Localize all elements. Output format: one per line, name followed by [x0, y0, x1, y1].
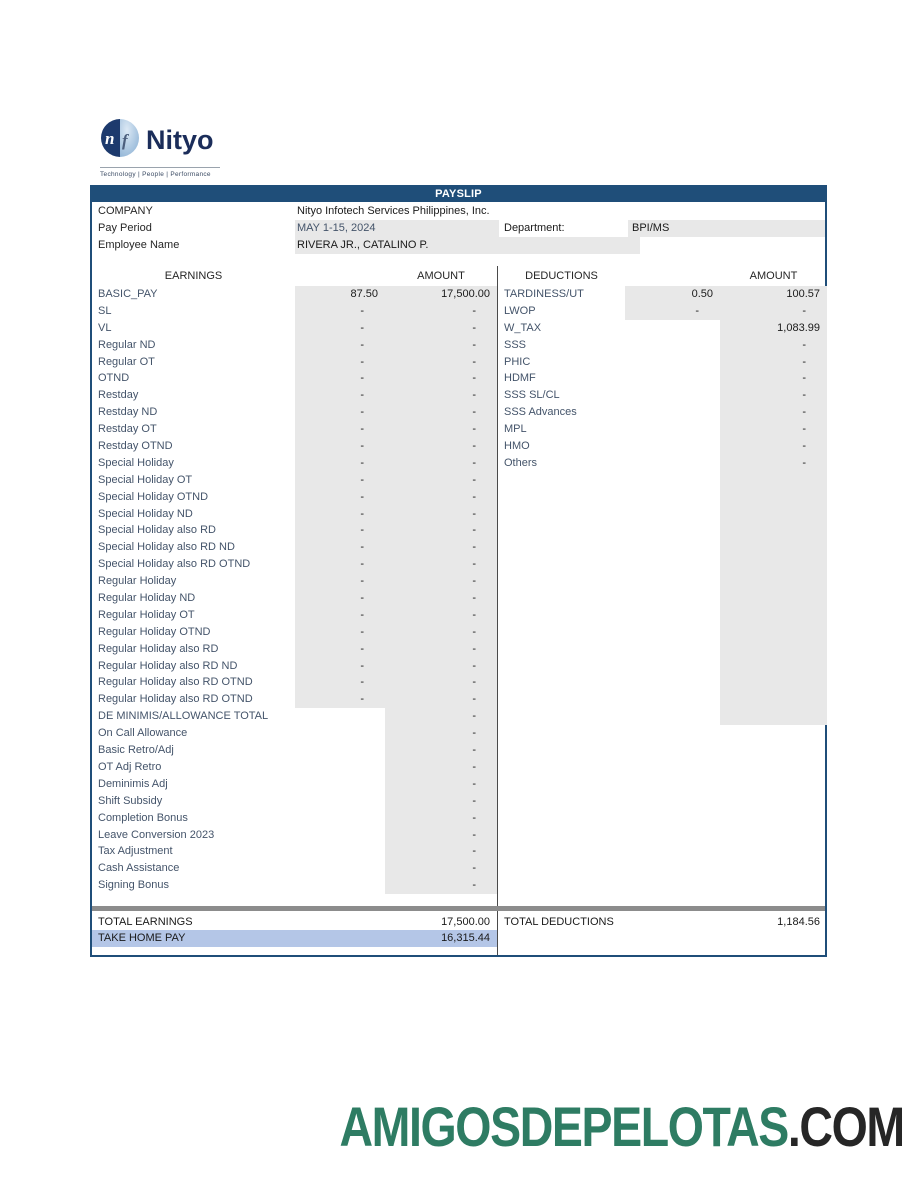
row-amount: -	[720, 337, 827, 354]
row-label: DE MINIMIS/ALLOWANCE TOTAL	[98, 710, 269, 723]
row-amount	[720, 489, 827, 506]
row-label	[498, 590, 625, 607]
row-label	[498, 658, 625, 675]
row-hours	[625, 590, 720, 607]
row-amount: -	[385, 387, 497, 404]
row-amount	[720, 506, 827, 523]
row-label: Basic Retro/Adj	[98, 744, 174, 757]
table-row	[92, 573, 497, 590]
table-row	[498, 658, 827, 675]
row-hours	[625, 691, 720, 708]
table-row	[92, 590, 497, 607]
table-row	[498, 472, 827, 489]
row-hours: -	[295, 370, 385, 387]
row-label	[498, 641, 625, 658]
company-row	[92, 203, 825, 220]
row-amount: -	[385, 590, 497, 607]
row-label: MPL	[504, 423, 527, 436]
row-amount: -	[385, 556, 497, 573]
row-hours	[625, 624, 720, 641]
row-amount: -	[385, 877, 497, 894]
total-deductions-value: 1,184.56	[777, 916, 820, 928]
table-row	[92, 489, 497, 506]
row-label: Restday OTND	[98, 440, 173, 453]
row-hours	[625, 421, 720, 438]
row-hours: -	[295, 624, 385, 641]
table-row	[92, 556, 497, 573]
row-hours: -	[295, 354, 385, 371]
row-label: Regular Holiday	[98, 575, 177, 588]
row-label: Regular Holiday also RD OTND	[98, 693, 253, 706]
row-label: Regular Holiday also RD ND	[98, 659, 238, 672]
row-label: Leave Conversion 2023	[98, 828, 215, 841]
row-label: Special Holiday also RD OTND	[98, 558, 251, 571]
take-home-label: TAKE HOME PAY	[98, 932, 186, 944]
table-row	[92, 303, 497, 320]
row-label: SL	[98, 304, 112, 317]
row-amount: -	[720, 421, 827, 438]
row-hours: -	[295, 556, 385, 573]
total-earnings-value: 17,500.00	[441, 916, 490, 928]
row-amount	[720, 708, 827, 725]
row-amount: -	[385, 641, 497, 658]
row-amount: -	[385, 674, 497, 691]
department-label: Department:	[504, 222, 565, 234]
table-row	[92, 624, 497, 641]
table-row	[498, 337, 827, 354]
row-hours: -	[295, 590, 385, 607]
row-hours	[295, 708, 385, 725]
table-row	[92, 354, 497, 371]
row-label: OT Adj Retro	[98, 760, 162, 773]
table-row	[92, 860, 497, 877]
table-row	[92, 421, 497, 438]
row-label: Special Holiday OTND	[98, 490, 209, 503]
row-hours	[625, 556, 720, 573]
table-row	[92, 387, 497, 404]
table-row	[498, 303, 827, 320]
row-hours	[295, 827, 385, 844]
row-amount: -	[385, 827, 497, 844]
earnings-table	[92, 286, 497, 894]
row-label: On Call Allowance	[98, 727, 188, 740]
row-hours	[625, 489, 720, 506]
row-amount: -	[385, 725, 497, 742]
employee-label: Employee Name	[98, 239, 180, 251]
row-label: PHIC	[504, 355, 531, 368]
row-hours	[625, 708, 720, 725]
row-amount	[720, 590, 827, 607]
table-row	[498, 438, 827, 455]
row-hours	[295, 793, 385, 810]
table-row	[92, 658, 497, 675]
row-hours: -	[295, 421, 385, 438]
row-label	[498, 708, 625, 725]
row-amount: -	[385, 843, 497, 860]
row-label: VL	[98, 321, 112, 334]
row-label: Special Holiday	[98, 456, 174, 469]
row-hours	[625, 674, 720, 691]
totals-row	[92, 914, 825, 930]
row-hours: -	[295, 387, 385, 404]
table-row	[92, 843, 497, 860]
row-amount: -	[385, 708, 497, 725]
row-hours	[295, 759, 385, 776]
table-row	[92, 472, 497, 489]
row-label: Restday OT	[98, 423, 157, 436]
table-row	[92, 877, 497, 894]
row-label: SSS Advances	[504, 406, 577, 419]
row-label: Shift Subsidy	[98, 794, 163, 807]
row-label: Special Holiday ND	[98, 507, 193, 520]
row-hours: -	[295, 438, 385, 455]
table-row	[92, 286, 497, 303]
row-label	[498, 489, 625, 506]
row-label: Deminimis Adj	[98, 777, 168, 790]
row-amount: -	[720, 354, 827, 371]
row-amount: -	[385, 506, 497, 523]
row-amount: -	[385, 522, 497, 539]
svg-text:f: f	[122, 131, 128, 150]
payslip-title: PAYSLIP	[92, 187, 825, 202]
row-label	[498, 539, 625, 556]
row-label: Regular Holiday OTND	[98, 625, 211, 638]
row-label: Special Holiday OT	[98, 473, 193, 486]
table-row	[498, 489, 827, 506]
row-hours: -	[295, 506, 385, 523]
row-hours	[625, 522, 720, 539]
table-row	[498, 522, 827, 539]
row-hours: -	[295, 607, 385, 624]
watermark-site: AMIGOSDEPELOTAS	[339, 1095, 789, 1159]
table-row	[498, 455, 827, 472]
table-row	[92, 759, 497, 776]
row-label	[498, 472, 625, 489]
table-row	[92, 337, 497, 354]
row-hours: -	[295, 522, 385, 539]
row-label	[498, 691, 625, 708]
row-amount	[720, 658, 827, 675]
row-label: Regular OT	[98, 355, 155, 368]
row-hours	[625, 404, 720, 421]
row-label	[498, 573, 625, 590]
earnings-amount-header: AMOUNT	[417, 270, 465, 282]
row-amount	[720, 539, 827, 556]
deductions-header: DEDUCTIONS	[525, 270, 598, 282]
watermark-tld: .COM	[788, 1095, 904, 1159]
row-amount: -	[720, 404, 827, 421]
table-row	[498, 539, 827, 556]
row-amount: -	[385, 793, 497, 810]
row-amount: -	[385, 320, 497, 337]
row-label: Completion Bonus	[98, 811, 188, 824]
table-row	[498, 691, 827, 708]
company-label: COMPANY	[98, 205, 153, 217]
row-amount	[720, 522, 827, 539]
table-row	[498, 590, 827, 607]
row-amount: -	[385, 658, 497, 675]
department-value: BPI/MS	[628, 220, 825, 237]
row-label	[498, 624, 625, 641]
row-hours	[625, 573, 720, 590]
row-hours: -	[295, 641, 385, 658]
row-amount: -	[720, 387, 827, 404]
row-label: HDMF	[504, 372, 536, 385]
row-hours	[625, 438, 720, 455]
row-label: Restday	[98, 389, 139, 402]
row-hours: -	[295, 691, 385, 708]
row-amount: -	[385, 607, 497, 624]
table-row	[92, 506, 497, 523]
row-hours: -	[295, 539, 385, 556]
row-label: Tax Adjustment	[98, 845, 173, 858]
table-row	[498, 286, 827, 303]
row-label: Signing Bonus	[98, 879, 169, 892]
row-amount: -	[385, 404, 497, 421]
row-hours: -	[295, 489, 385, 506]
employee-row	[92, 237, 825, 254]
table-row	[92, 810, 497, 827]
row-amount	[720, 641, 827, 658]
row-hours	[295, 742, 385, 759]
row-label: Regular Holiday OT	[98, 608, 195, 621]
row-hours: -	[295, 455, 385, 472]
row-amount: -	[385, 810, 497, 827]
table-row	[498, 421, 827, 438]
table-row	[92, 641, 497, 658]
row-amount: -	[720, 303, 827, 320]
table-row	[92, 793, 497, 810]
nityo-emblem-icon	[100, 118, 140, 163]
company-logo	[100, 118, 220, 178]
row-amount: -	[385, 860, 497, 877]
earnings-header: EARNINGS	[164, 270, 223, 282]
row-amount: -	[385, 472, 497, 489]
row-amount: -	[385, 742, 497, 759]
table-row	[92, 320, 497, 337]
row-amount: -	[385, 354, 497, 371]
table-row	[498, 506, 827, 523]
row-amount	[720, 674, 827, 691]
table-row	[498, 573, 827, 590]
table-row	[92, 539, 497, 556]
row-hours: -	[295, 320, 385, 337]
table-row	[498, 556, 827, 573]
pay-period-value: MAY 1-15, 2024	[295, 220, 499, 237]
row-label: TARDINESS/UT	[504, 288, 584, 300]
row-amount: -	[385, 337, 497, 354]
row-amount: -	[385, 776, 497, 793]
row-amount	[720, 573, 827, 590]
table-row	[498, 354, 827, 371]
table-row	[498, 387, 827, 404]
row-amount	[720, 691, 827, 708]
table-row	[92, 691, 497, 708]
row-amount: -	[385, 759, 497, 776]
row-label: W_TAX	[504, 321, 542, 334]
row-label: Regular Holiday also RD OTND	[98, 676, 253, 689]
row-amount: 17,500.00	[385, 286, 497, 303]
company-value: Nityo Infotech Services Philippines, Inc.	[297, 205, 490, 217]
row-label: Cash Assistance	[98, 862, 180, 875]
row-label: Regular Holiday ND	[98, 592, 196, 605]
row-hours: -	[295, 404, 385, 421]
row-amount	[720, 556, 827, 573]
row-label	[498, 522, 625, 539]
site-watermark	[340, 1095, 904, 1160]
table-row	[498, 674, 827, 691]
row-amount: -	[385, 489, 497, 506]
table-row	[92, 404, 497, 421]
row-hours: -	[295, 337, 385, 354]
row-hours	[625, 387, 720, 404]
table-row	[498, 624, 827, 641]
row-amount: 100.57	[720, 286, 827, 303]
totals-separator	[92, 906, 825, 911]
row-hours	[625, 506, 720, 523]
row-hours: -	[295, 303, 385, 320]
row-hours	[295, 877, 385, 894]
row-amount: -	[385, 370, 497, 387]
row-amount: -	[385, 624, 497, 641]
row-amount: -	[385, 438, 497, 455]
row-label: SSS SL/CL	[504, 389, 560, 402]
row-hours: -	[295, 573, 385, 590]
table-row	[92, 776, 497, 793]
row-label: LWOP	[504, 304, 536, 317]
row-hours	[625, 539, 720, 556]
row-hours	[625, 370, 720, 387]
row-amount	[720, 624, 827, 641]
table-row	[92, 725, 497, 742]
table-row	[498, 370, 827, 387]
row-amount: 1,083.99	[720, 320, 827, 337]
row-amount: -	[385, 303, 497, 320]
row-label: Regular ND	[98, 338, 156, 351]
brand-tagline: Technology | People | Performance	[100, 167, 220, 178]
row-amount: -	[720, 438, 827, 455]
row-label: Special Holiday also RD	[98, 524, 216, 537]
row-hours	[625, 641, 720, 658]
row-amount: -	[385, 691, 497, 708]
table-row	[92, 708, 497, 725]
row-amount: -	[385, 539, 497, 556]
table-row	[92, 742, 497, 759]
row-label	[498, 607, 625, 624]
row-hours: -	[295, 472, 385, 489]
row-label: Others	[504, 456, 538, 469]
row-label: OTND	[98, 372, 130, 385]
row-hours	[625, 472, 720, 489]
row-hours: 0.50	[625, 286, 720, 303]
deductions-amount-header: AMOUNT	[749, 270, 798, 282]
row-label: Regular Holiday also RD	[98, 642, 219, 655]
row-label	[498, 674, 625, 691]
row-hours: 87.50	[295, 286, 385, 303]
row-amount: -	[385, 573, 497, 590]
row-hours: -	[295, 658, 385, 675]
table-row	[92, 607, 497, 624]
row-hours	[625, 337, 720, 354]
take-home-row	[92, 930, 825, 946]
row-label	[498, 556, 625, 573]
table-row	[92, 674, 497, 691]
total-deductions-label: TOTAL DEDUCTIONS	[504, 916, 614, 928]
row-hours	[295, 776, 385, 793]
row-hours	[295, 725, 385, 742]
row-amount: -	[720, 455, 827, 472]
row-amount: -	[720, 370, 827, 387]
table-row	[92, 438, 497, 455]
row-label: HMO	[504, 440, 530, 453]
table-row	[498, 607, 827, 624]
row-hours	[625, 354, 720, 371]
row-amount: -	[385, 455, 497, 472]
table-row	[498, 641, 827, 658]
employee-value: RIVERA JR., CATALINO P.	[295, 237, 640, 254]
row-hours	[625, 658, 720, 675]
row-label: Restday ND	[98, 406, 158, 419]
pay-period-row	[92, 220, 825, 237]
table-row	[92, 455, 497, 472]
row-hours: -	[295, 674, 385, 691]
brand-wordmark: Nityo	[146, 125, 214, 155]
table-row	[92, 370, 497, 387]
row-label: SSS	[504, 338, 527, 351]
row-label: Special Holiday also RD ND	[98, 541, 235, 554]
row-hours	[295, 860, 385, 877]
table-row	[92, 522, 497, 539]
row-hours	[625, 455, 720, 472]
row-hours	[295, 810, 385, 827]
table-row	[498, 708, 827, 725]
payslip-sheet	[90, 185, 827, 957]
row-label: BASIC_PAY	[98, 288, 158, 300]
row-hours	[625, 607, 720, 624]
table-row	[498, 320, 827, 337]
take-home-value: 16,315.44	[441, 932, 490, 944]
svg-text:n: n	[105, 129, 115, 148]
row-hours	[295, 843, 385, 860]
pay-period-label: Pay Period	[98, 222, 152, 234]
row-label	[498, 506, 625, 523]
table-row	[92, 827, 497, 844]
row-amount	[720, 607, 827, 624]
deductions-table	[498, 286, 827, 725]
row-amount	[720, 472, 827, 489]
row-amount: -	[385, 421, 497, 438]
row-hours	[625, 320, 720, 337]
table-row	[498, 404, 827, 421]
row-hours: -	[625, 303, 720, 320]
total-earnings-label: TOTAL EARNINGS	[98, 916, 193, 928]
